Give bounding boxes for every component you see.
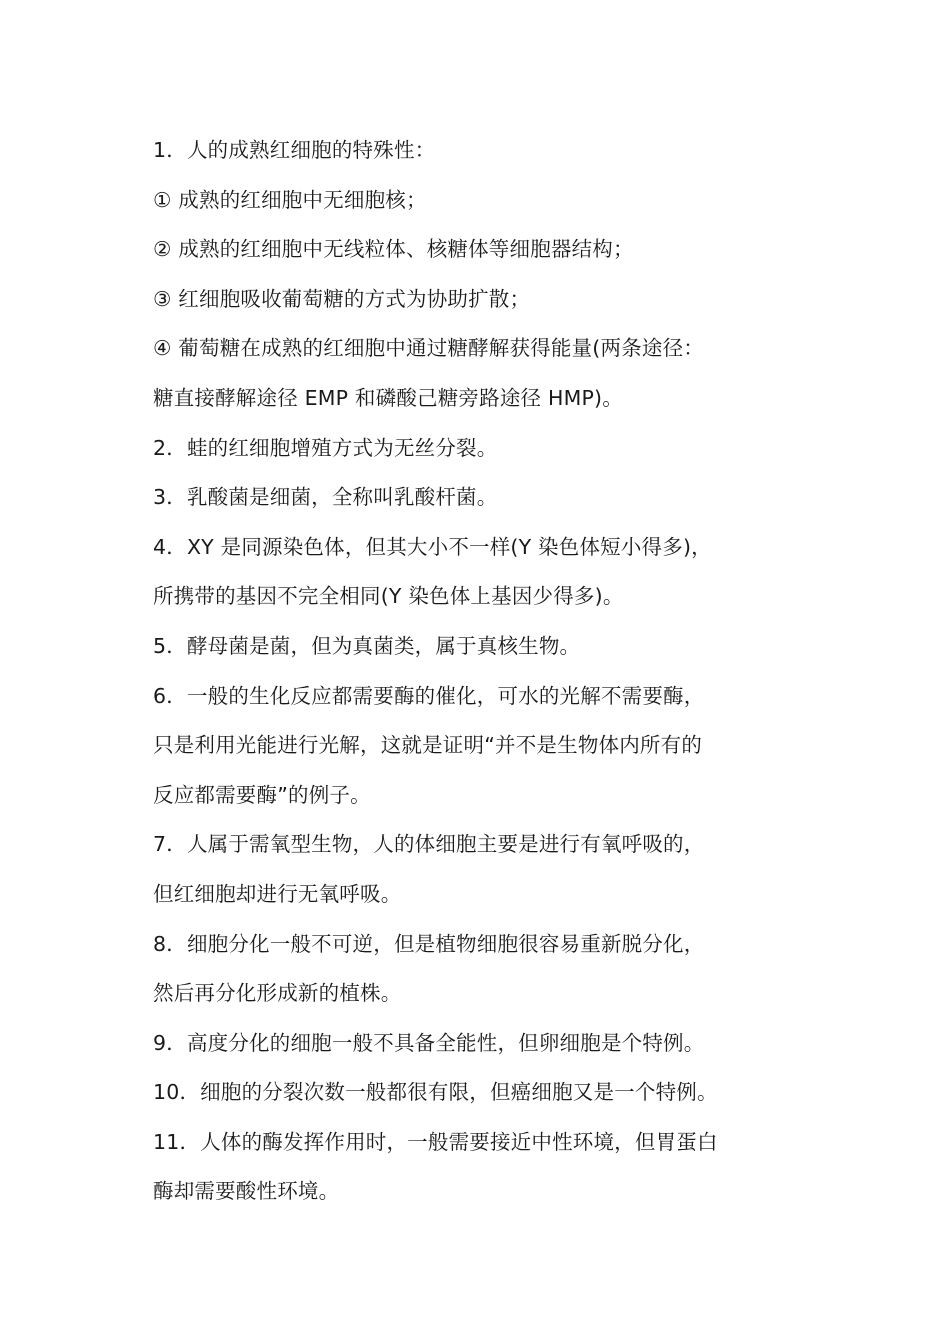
text-line: 但红细胞却进行无氧呼吸。 xyxy=(153,881,402,906)
text-line: 所携带的基因不完全相同(Y 染色体上基因少得多)。 xyxy=(153,584,624,609)
text-line: 10．细胞的分裂次数一般都很有限，但癌细胞又是一个特例。 xyxy=(153,1080,718,1105)
text-line: 7．人属于需氧型生物，人的体细胞主要是进行有氧呼吸的， xyxy=(153,832,705,857)
text-line: 3．乳酸菌是细菌，全称叫乳酸杆菌。 xyxy=(153,485,498,510)
text-line: 6．一般的生化反应都需要酶的催化，可水的光解不需要酶， xyxy=(153,683,705,708)
text-line: ③ 红细胞吸收葡萄糖的方式为协助扩散； xyxy=(153,286,531,311)
text-line: 只是利用光能进行光解，这就是证明“并不是生物体内所有的 xyxy=(153,733,703,758)
text-line: ② 成熟的红细胞中无线粒体、核糖体等细胞器结构； xyxy=(153,237,634,262)
text-line: 11．人体的酶发挥作用时，一般需要接近中性环境，但胃蛋白 xyxy=(153,1129,718,1154)
text-line: ① 成熟的红细胞中无细胞核； xyxy=(153,187,427,212)
text-line: 4．XY 是同源染色体，但其大小不一样(Y 染色体短小得多)， xyxy=(153,534,712,559)
text-line: 然后再分化形成新的植株。 xyxy=(153,981,402,1006)
text-line: 1．人的成熟红细胞的特殊性： xyxy=(153,138,436,162)
document-body xyxy=(153,126,813,1217)
text-line: 酶却需要酸性环境。 xyxy=(153,1179,340,1204)
text-line: 9．高度分化的细胞一般不具备全能性，但卵细胞是个特例。 xyxy=(153,1030,705,1055)
text-line: 糖直接酵解途径 EMP 和磷酸己糖旁路途径 HMP)。 xyxy=(153,385,623,410)
text-line: 反应都需要酶”的例子。 xyxy=(153,782,371,807)
text-line: 8．细胞分化一般不可逆，但是植物细胞很容易重新脱分化， xyxy=(153,931,705,956)
text-line: 5．酵母菌是菌，但为真菌类，属于真核生物。 xyxy=(153,633,581,658)
text-line: 2．蛙的红细胞增殖方式为无丝分裂。 xyxy=(153,435,498,460)
text-line: ④ 葡萄糖在成熟的红细胞中通过糖酵解获得能量(两条途径： xyxy=(153,336,704,361)
